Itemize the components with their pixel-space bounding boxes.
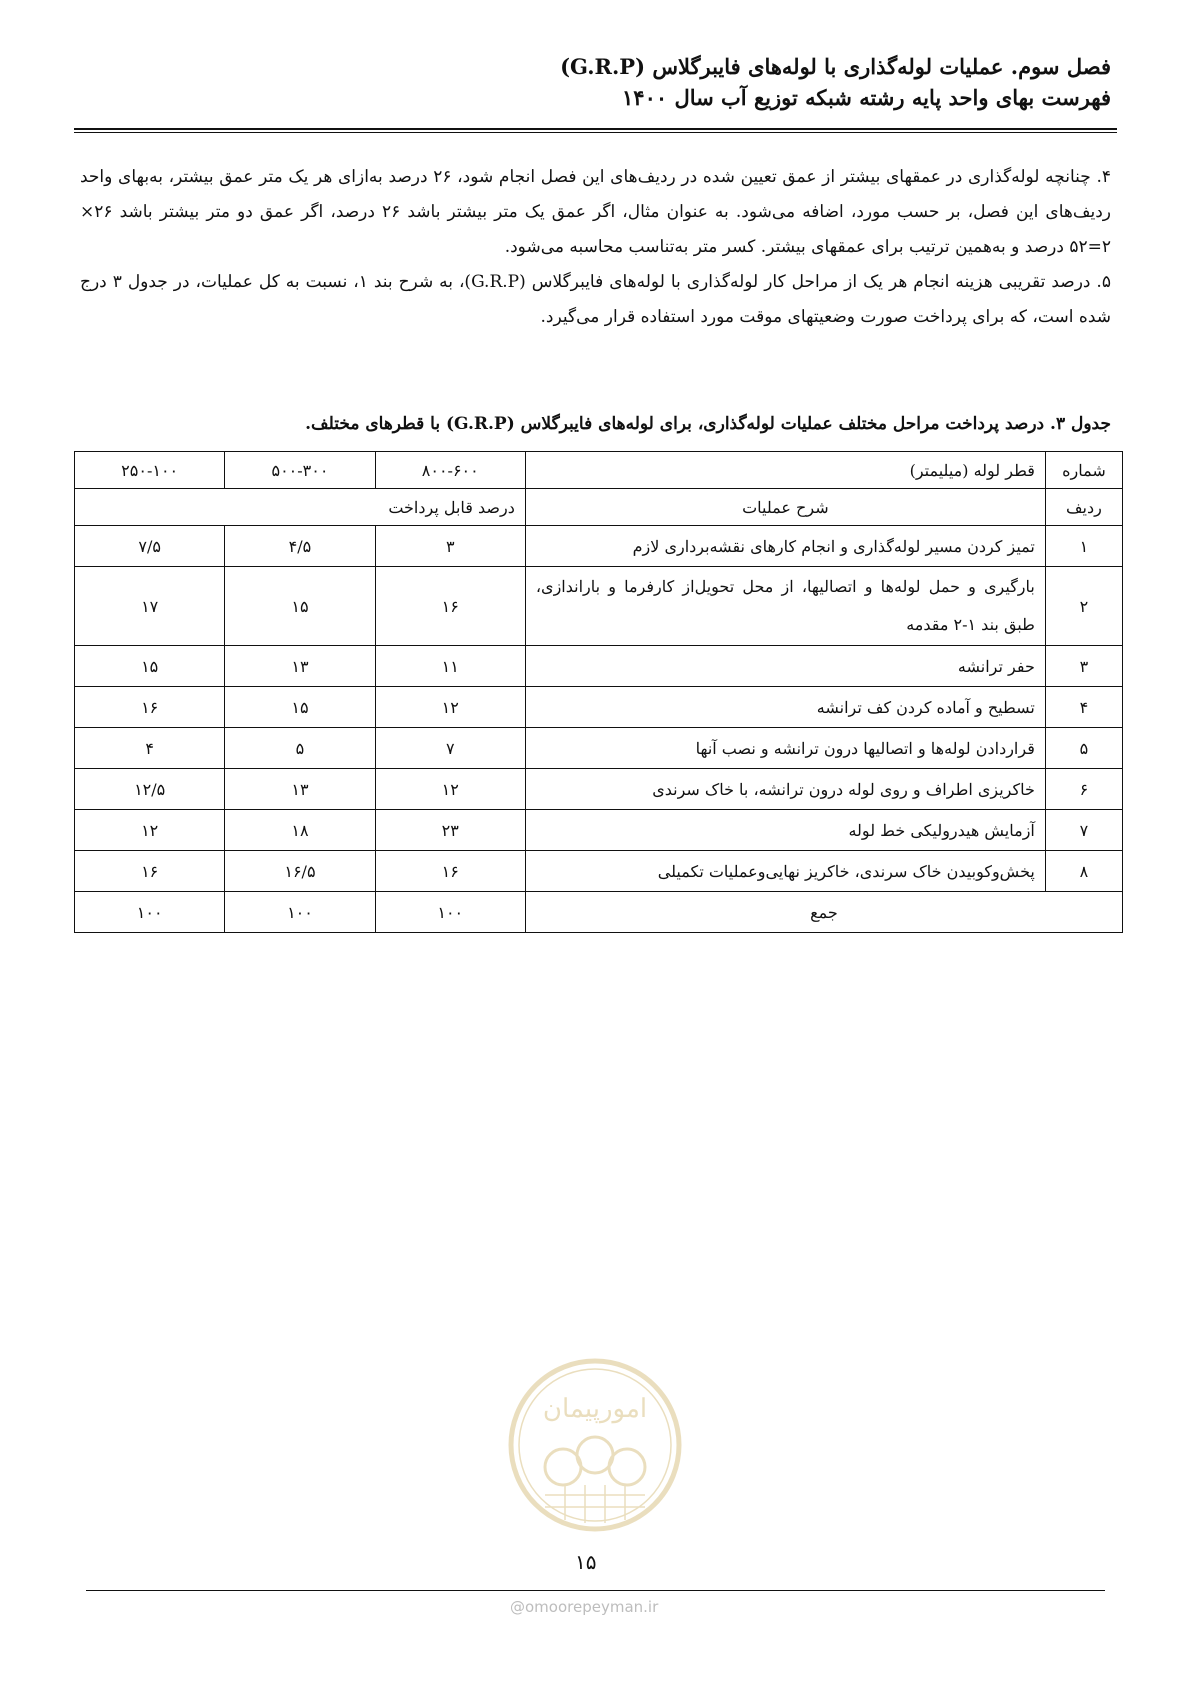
table-row [75, 728, 1123, 769]
row-value-2: ۱۳ [225, 646, 375, 687]
row-value-2: ۴/۵ [225, 526, 375, 567]
description-header: شرح عملیات [525, 489, 1045, 526]
table-row [75, 526, 1123, 567]
row-value-2: ۱۵ [225, 567, 375, 646]
diameter-header: قطر لوله (میلیمتر) [525, 452, 1045, 489]
page-number: ۱۵ [575, 1550, 597, 1574]
table-subheader-row [75, 489, 1123, 526]
paragraph-5: ۵. درصد تقریبی هزینه انجام هر یک از مراحل کار لوله‌گذاری با لوله‌های فایبرگلاس (G.R.P)، به شرح بند ۱، نسبت به کل عملیات، در جدول ۳ درج شده است، که برای پرداخت صورت وضعیتهای موقت مورد استفاده قرار می‌گیرد. [80, 272, 1111, 327]
website-watermark: @omoorepeyman.ir [510, 1598, 659, 1616]
row-value-3: ۱۲ [75, 810, 225, 851]
row-value-1: ۱۲ [375, 769, 525, 810]
row-number: ۲ [1045, 567, 1122, 646]
svg-text:امورپیمان: امورپیمان [542, 1394, 648, 1424]
row-value-1: ۱۱ [375, 646, 525, 687]
row-value-3: ۱۵ [75, 646, 225, 687]
row-description: پخش‌وکوبیدن خاک سرندی، خاکریز نهایی‌وعملیات تکمیلی [525, 851, 1045, 892]
row-number: ۱ [1045, 526, 1122, 567]
table-total-row [75, 892, 1123, 933]
row-value-3: ۱۲/۵ [75, 769, 225, 810]
table-row [75, 769, 1123, 810]
diameter-col-1: ۸۰۰-۶۰۰ [375, 452, 525, 489]
row-description: تمیز کردن مسیر لوله‌گذاری و انجام کارهای نقشه‌برداری لازم [525, 526, 1045, 567]
payment-percent-table [74, 451, 1123, 933]
total-value-1: ۱۰۰ [375, 892, 525, 933]
row-value-1: ۱۶ [375, 567, 525, 646]
row-value-2: ۱۳ [225, 769, 375, 810]
percent-header: درصد قابل پرداخت [75, 489, 526, 526]
footer-rule [86, 1590, 1105, 1591]
table-row [75, 687, 1123, 728]
row-value-3: ۴ [75, 728, 225, 769]
total-label: جمع [525, 892, 1122, 933]
row-value-1: ۳ [375, 526, 525, 567]
row-description: خاکریزی اطراف و روی لوله درون ترانشه، با خاک سرندی [525, 769, 1045, 810]
row-value-2: ۱۶/۵ [225, 851, 375, 892]
row-value-1: ۲۳ [375, 810, 525, 851]
paragraph-4: ۴. چنانچه لوله‌گذاری در عمقهای بیشتر از عمق تعیین شده در ردیف‌های این فصل انجام شود، ۲۶ درصد به‌ازای هر یک متر عمق بیشتر، به‌بهای واحد ردیف‌های این فصل، بر حسب مورد، اضافه می‌شود. به عنوان مثال، اگر عمق یک متر بیشتر باشد ۲۶ درصد، اگر عمق دو متر بیشتر باشد ۲۶× ۲=۵۲ درصد و به‌همین ترتیب برای عمقهای بیشتر. کسر متر به‌تناسب محاسبه می‌شود. [80, 167, 1111, 257]
row-number: ۳ [1045, 646, 1122, 687]
row-number: ۶ [1045, 769, 1122, 810]
row-value-1: ۱۲ [375, 687, 525, 728]
table-row [75, 567, 1123, 646]
table-row [75, 851, 1123, 892]
table-row [75, 646, 1123, 687]
row-value-2: ۵ [225, 728, 375, 769]
row-number: ۵ [1045, 728, 1122, 769]
row-value-3: ۷/۵ [75, 526, 225, 567]
row-description: بارگیری و حمل لوله‌ها و اتصالیها، از محل تحویل‌از کارفرما و باراندازی، طبق بند ۱-۲ مقدمه [525, 567, 1045, 646]
total-value-2: ۱۰۰ [225, 892, 375, 933]
chapter-title: فصل سوم. عملیات لوله‌گذاری با لوله‌های فایبرگلاس (G.R.P) [560, 54, 1111, 79]
row-number-header: شماره [1045, 452, 1122, 489]
row-value-1: ۷ [375, 728, 525, 769]
diameter-col-3: ۲۵۰-۱۰۰ [75, 452, 225, 489]
body-text [80, 160, 1111, 335]
price-list-title: فهرست بهای واحد پایه رشته شبکه توزیع آب سال ۱۴۰۰ [622, 85, 1111, 110]
row-number: ۸ [1045, 851, 1122, 892]
row-value-3: ۱۶ [75, 687, 225, 728]
table-caption: جدول ۳. درصد پرداخت مراحل مختلف عملیات لوله‌گذاری، برای لوله‌های فایبرگلاس (G.R.P) با قطرهای مختلف. [305, 414, 1111, 434]
row-value-2: ۱۸ [225, 810, 375, 851]
total-value-3: ۱۰۰ [75, 892, 225, 933]
row-number: ۴ [1045, 687, 1122, 728]
row-value-2: ۱۵ [225, 687, 375, 728]
row-value-1: ۱۶ [375, 851, 525, 892]
row-value-3: ۱۶ [75, 851, 225, 892]
row-label-header: ردیف [1045, 489, 1122, 526]
table-header-row [75, 452, 1123, 489]
row-number: ۷ [1045, 810, 1122, 851]
row-description: تسطیح و آماده کردن کف ترانشه [525, 687, 1045, 728]
diameter-col-2: ۵۰۰-۳۰۰ [225, 452, 375, 489]
header-rule-thin [74, 132, 1117, 133]
watermark-logo [505, 1355, 685, 1535]
header-rule [74, 128, 1117, 130]
row-value-3: ۱۷ [75, 567, 225, 646]
row-description: آزمایش هیدرولیکی خط لوله [525, 810, 1045, 851]
page-header [74, 52, 1111, 114]
row-description: حفر ترانشه [525, 646, 1045, 687]
row-description: قراردادن لوله‌ها و اتصالیها درون ترانشه و نصب آنها [525, 728, 1045, 769]
table-row [75, 810, 1123, 851]
